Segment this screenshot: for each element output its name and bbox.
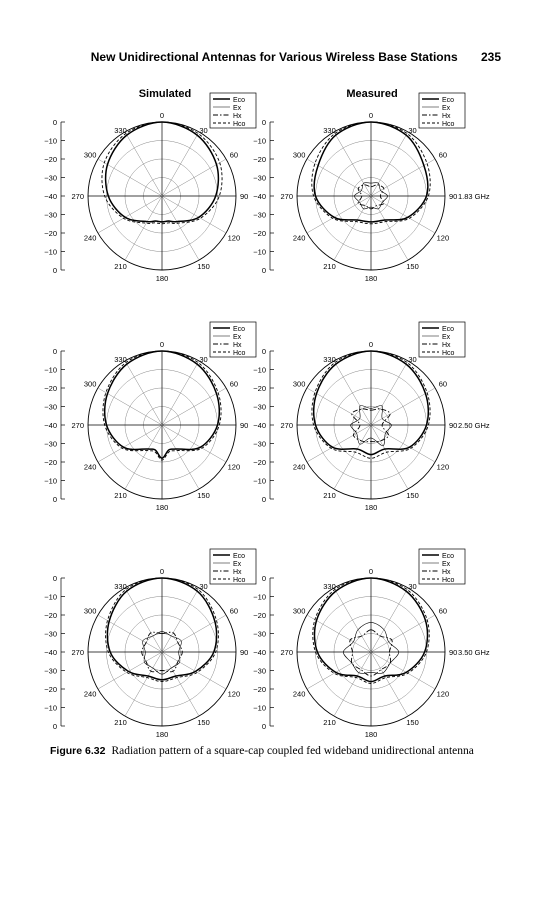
angle-label: 270	[71, 192, 84, 201]
angle-label: 270	[280, 192, 293, 201]
db-scale-label: −30	[253, 402, 266, 412]
frequency-label: 3.50 GHz	[458, 648, 490, 657]
db-scale-label: −10	[253, 365, 266, 375]
db-scale-label: −30	[44, 173, 57, 183]
angle-label: 240	[292, 462, 306, 472]
angle-label: 300	[83, 379, 97, 389]
angle-label: 270	[280, 648, 293, 657]
angle-label: 300	[292, 606, 306, 616]
legend-label-ex: Ex	[442, 561, 451, 568]
db-scale-label: 0	[52, 722, 57, 731]
legend-label-hco: Hco	[233, 121, 246, 128]
angle-label: 180	[364, 503, 378, 512]
angle-label: 300	[292, 379, 306, 389]
db-scale-label: −40	[44, 192, 57, 201]
angle-label: 210	[114, 717, 127, 727]
frequency-label: 2.50 GHz	[458, 421, 490, 430]
angle-label: 180	[155, 274, 169, 283]
angle-label: 150	[406, 717, 419, 727]
angle-label: 30	[199, 582, 208, 592]
polar-plot-simulated-3	[44, 549, 256, 739]
db-scale-label: 0	[52, 495, 57, 504]
angle-label: 150	[197, 490, 210, 500]
db-scale-label: −30	[253, 210, 266, 220]
angle-label: 30	[199, 126, 208, 136]
db-scale-label: −10	[253, 247, 266, 257]
caption-text: Radiation pattern of a square-cap coupled fed wideband unidirectional antenna	[111, 745, 474, 757]
angle-label: 0	[159, 567, 165, 576]
radial-spoke	[334, 361, 371, 425]
db-scale-label: 0	[52, 118, 57, 127]
db-scale-label: −10	[44, 703, 57, 713]
legend-label-hco: Hco	[442, 350, 455, 357]
db-scale-label: −20	[253, 229, 266, 238]
db-scale-label: −10	[44, 592, 57, 602]
db-scale-label: 0	[261, 574, 266, 583]
legend-label-eco: Eco	[233, 553, 246, 560]
radial-spoke	[162, 132, 199, 196]
db-scale-label: 0	[261, 495, 266, 504]
db-scale-label: 0	[52, 574, 57, 583]
legend-label-hx: Hx	[233, 113, 242, 120]
column-title-simulated: Simulated	[138, 88, 192, 100]
db-scale-label: 0	[261, 722, 266, 731]
legend-label-hx: Hx	[442, 342, 451, 349]
angle-label: 270	[280, 421, 293, 430]
legend-label-hx: Hx	[442, 569, 451, 576]
db-scale-label: −30	[44, 210, 57, 220]
angle-label: 240	[83, 462, 97, 472]
angle-label: 120	[227, 233, 241, 243]
angle-label: 150	[406, 261, 419, 271]
radial-spoke	[125, 196, 162, 260]
legend-label-hco: Hco	[233, 350, 246, 357]
angle-label: 30	[199, 355, 208, 365]
db-scale-label: −10	[253, 136, 266, 146]
angle-label: 150	[197, 261, 210, 271]
angle-label: 60	[438, 379, 448, 389]
db-scale-label: −20	[44, 685, 57, 694]
db-scale-label: 0	[261, 347, 266, 356]
db-scale-label: 0	[261, 118, 266, 127]
db-scale-label: −30	[253, 173, 266, 183]
db-scale-label: −10	[44, 365, 57, 375]
db-scale-label: −10	[44, 247, 57, 257]
db-scale-label: 0	[52, 347, 57, 356]
db-scale-label: −30	[44, 629, 57, 639]
angle-label: 0	[368, 340, 374, 349]
db-scale-label: −10	[44, 136, 57, 146]
legend-label-eco: Eco	[442, 326, 455, 333]
page-number: 235	[480, 50, 501, 64]
legend-label-ex: Ex	[233, 105, 242, 112]
legend-label-ex: Ex	[442, 105, 451, 112]
radial-spoke	[125, 588, 162, 652]
db-scale-label: −40	[44, 421, 57, 430]
db-scale-label: −30	[253, 666, 266, 676]
legend-label-hco: Hco	[233, 577, 246, 584]
db-scale-label: 0	[261, 266, 266, 275]
polar-plot-measured-1	[253, 93, 490, 283]
angle-label: 120	[227, 462, 241, 472]
angle-label: 330	[114, 126, 127, 136]
legend-label-hco: Hco	[442, 577, 455, 584]
angle-label: 210	[323, 490, 336, 500]
radial-spoke	[334, 196, 371, 260]
legend-label-hx: Hx	[442, 113, 451, 120]
frequency-label: 1.83 GHz	[458, 192, 490, 201]
radial-spoke	[162, 425, 199, 489]
angle-label: 120	[227, 689, 241, 699]
angle-label: 30	[408, 582, 417, 592]
legend-label-ex: Ex	[442, 334, 451, 341]
legend-label-hx: Hx	[233, 342, 242, 349]
db-scale-label: −20	[253, 384, 266, 393]
radial-spoke	[162, 588, 199, 652]
angle-label: 0	[368, 567, 374, 576]
angle-label: 330	[323, 126, 336, 136]
angle-label: 0	[159, 111, 165, 120]
caption-label: Figure 6.32	[50, 745, 106, 757]
angle-label: 60	[438, 606, 448, 616]
angle-label: 120	[436, 462, 450, 472]
radial-spoke	[334, 425, 371, 489]
angle-label: 60	[229, 379, 239, 389]
angle-label: 330	[114, 355, 127, 365]
angle-label: 90	[449, 648, 458, 657]
running-title: New Unidirectional Antennas for Various Wireless Base Stations	[90, 50, 458, 64]
db-scale-label: −40	[44, 648, 57, 657]
angle-label: 120	[436, 689, 450, 699]
angle-label: 180	[155, 503, 169, 512]
db-scale-label: −20	[44, 384, 57, 393]
legend-label-eco: Eco	[442, 97, 455, 104]
db-scale-label: −10	[44, 476, 57, 486]
angle-label: 210	[323, 717, 336, 727]
db-scale-label: −30	[44, 666, 57, 676]
radial-spoke	[162, 652, 226, 689]
radial-spoke	[334, 652, 371, 716]
angle-label: 300	[83, 606, 97, 616]
angle-label: 270	[71, 421, 84, 430]
db-scale-label: −20	[44, 458, 57, 467]
angle-label: 330	[323, 355, 336, 365]
legend-label-hx: Hx	[233, 569, 242, 576]
angle-label: 90	[449, 421, 458, 430]
db-scale-label: −40	[253, 648, 266, 657]
radial-spoke	[307, 425, 371, 462]
db-scale-label: −40	[253, 421, 266, 430]
db-scale-label: −20	[44, 611, 57, 620]
angle-label: 60	[229, 606, 239, 616]
legend-label-eco: Eco	[233, 97, 246, 104]
db-scale-label: −10	[253, 703, 266, 713]
angle-label: 270	[71, 648, 84, 657]
angle-label: 90	[240, 648, 249, 657]
db-scale-label: −10	[253, 592, 266, 602]
radial-spoke	[125, 652, 162, 716]
angle-label: 90	[240, 421, 249, 430]
radial-spoke	[371, 132, 408, 196]
polar-plot-measured-2	[253, 322, 490, 512]
angle-label: 150	[406, 490, 419, 500]
angle-label: 60	[229, 150, 239, 160]
db-scale-label: 0	[52, 266, 57, 275]
angle-label: 180	[155, 730, 169, 739]
radial-spoke	[371, 196, 435, 233]
radial-spoke	[162, 196, 199, 260]
radial-spoke	[371, 425, 435, 462]
radial-spoke	[371, 425, 408, 489]
angle-label: 210	[114, 261, 127, 271]
db-scale-label: −30	[253, 629, 266, 639]
polar-plot-measured-3	[253, 549, 490, 739]
radial-spoke	[371, 652, 408, 716]
db-scale-label: −20	[253, 458, 266, 467]
radial-spoke	[162, 652, 199, 716]
angle-label: 120	[436, 233, 450, 243]
db-scale-label: −20	[44, 229, 57, 238]
radial-spoke	[334, 132, 371, 196]
angle-label: 240	[292, 233, 306, 243]
angle-label: 240	[292, 689, 306, 699]
radial-spoke	[125, 361, 162, 425]
angle-label: 0	[368, 111, 374, 120]
radial-spoke	[125, 425, 162, 489]
angle-label: 330	[114, 582, 127, 592]
db-scale-label: −20	[253, 685, 266, 694]
angle-label: 210	[114, 490, 127, 500]
angle-label: 330	[323, 582, 336, 592]
radial-spoke	[98, 652, 162, 689]
db-scale-label: −30	[44, 439, 57, 449]
radial-spoke	[307, 196, 371, 233]
legend-label-ex: Ex	[233, 334, 242, 341]
db-scale-label: −40	[253, 192, 266, 201]
db-scale-label: −20	[44, 155, 57, 164]
angle-label: 30	[408, 126, 417, 136]
legend-label-hco: Hco	[442, 121, 455, 128]
polar-plot-simulated-2	[44, 322, 256, 512]
angle-label: 90	[449, 192, 458, 201]
radial-spoke	[162, 361, 199, 425]
radial-spoke	[371, 588, 408, 652]
db-scale-label: −20	[253, 611, 266, 620]
angle-label: 0	[159, 340, 165, 349]
db-scale-label: −20	[253, 155, 266, 164]
radial-spoke	[98, 425, 162, 462]
column-title-measured: Measured	[346, 88, 398, 100]
db-scale-label: −30	[253, 439, 266, 449]
angle-label: 300	[292, 150, 306, 160]
polar-plot-simulated-1	[44, 93, 256, 283]
figure-caption	[50, 744, 502, 758]
angle-label: 300	[83, 150, 97, 160]
radial-spoke	[162, 425, 226, 462]
angle-label: 150	[197, 717, 210, 727]
legend-label-eco: Eco	[442, 553, 455, 560]
angle-label: 60	[438, 150, 448, 160]
angle-label: 210	[323, 261, 336, 271]
angle-label: 180	[364, 274, 378, 283]
db-scale-label: −10	[253, 476, 266, 486]
radial-spoke	[125, 132, 162, 196]
legend-label-ex: Ex	[233, 561, 242, 568]
angle-label: 240	[83, 689, 97, 699]
angle-label: 180	[364, 730, 378, 739]
angle-label: 30	[408, 355, 417, 365]
angle-label: 240	[83, 233, 97, 243]
radial-spoke	[334, 588, 371, 652]
legend-label-eco: Eco	[233, 326, 246, 333]
angle-label: 90	[240, 192, 249, 201]
db-scale-label: −30	[44, 402, 57, 412]
